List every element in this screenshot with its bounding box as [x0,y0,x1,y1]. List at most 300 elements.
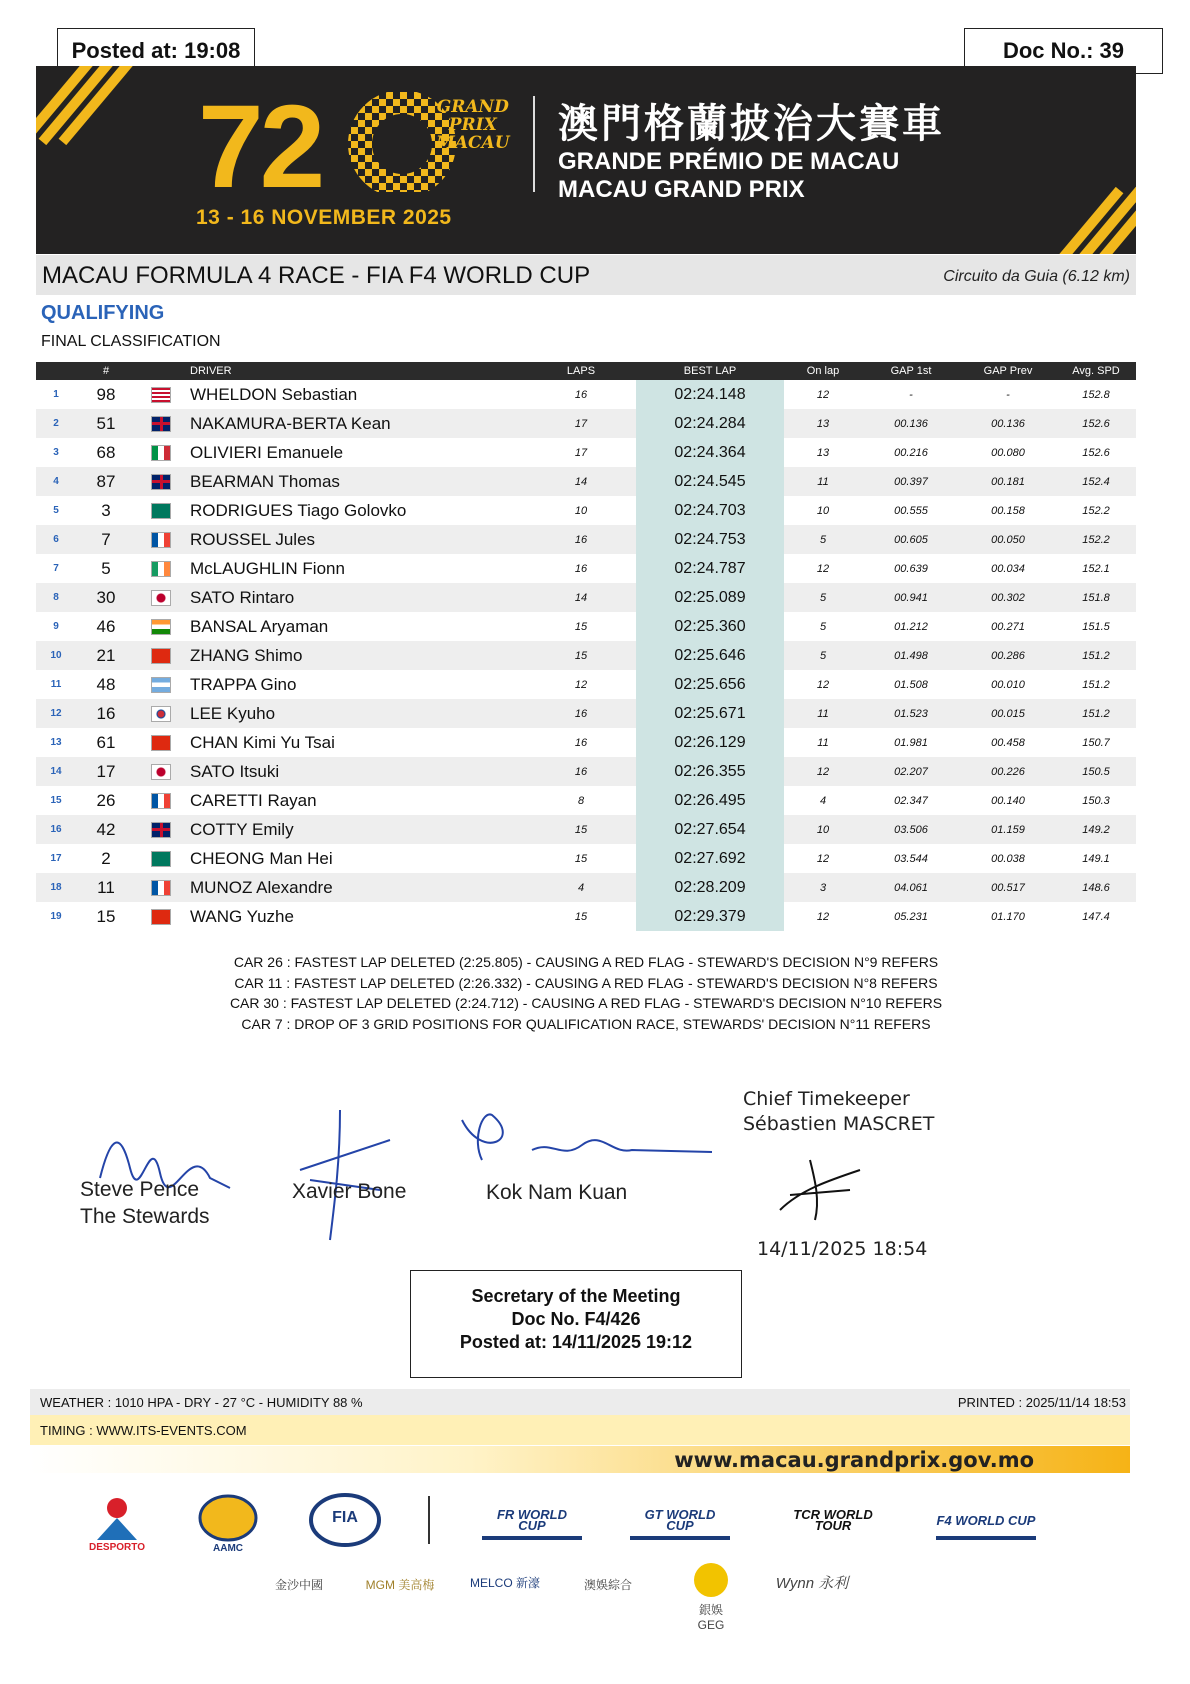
row-gap-prev: 01.159 [960,815,1056,844]
table-row [36,873,1136,902]
row-laps: 16 [574,388,588,401]
banner-gp-line: GRAND [436,97,509,117]
row-laps: 10 [574,504,588,517]
website-bar [30,1446,1130,1473]
row-avg-speed: 148.6 [1056,873,1136,902]
header-number: # [76,362,136,380]
kr-flag-icon [151,706,171,722]
row-laps: 16 [574,736,588,749]
signature-steward3-icon [452,1100,722,1180]
ie-flag-icon [151,561,171,577]
row-flag [136,815,186,844]
row-position: 8 [36,583,76,612]
row-on-lap: 12 [816,562,830,575]
row-car-number: 51 [76,409,136,438]
us-flag-icon [151,387,171,403]
row-on-lap: 12 [816,910,830,923]
note-line: CAR 11 : FASTEST LAP DELETED (2:26.332) - CAUSING A RED FLAG - STEWARD'S DECISION N°8 REFERS [234,974,938,991]
timekeeper-title: Chief Timekeeper [743,1088,910,1110]
row-gap-1st: 00.397 [862,467,960,496]
steward3-name: Kok Nam Kuan [486,1181,628,1204]
table-row [36,699,1136,728]
row-avg-speed: 149.2 [1056,815,1136,844]
row-driver: BEARMAN Thomas [186,467,526,496]
row-gap-1st: 00.555 [894,504,928,517]
secretary-posted: Posted at: 14/11/2025 19:12 [459,1332,693,1352]
row-flag [136,902,186,931]
note-line: CAR 30 : FASTEST LAP DELETED (2:24.712) - CAUSING A RED FLAG - STEWARD'S DECISION N°10 REFERS [229,995,943,1011]
sponsor-geg-label: 銀娛 GEG [697,1603,725,1632]
fr-label: FR WORLD CUP [496,1507,568,1533]
row-gap-prev: 00.158 [991,504,1025,517]
row-avg-speed: 152.2 [1082,504,1110,517]
row-gap-prev: 00.226 [960,757,1056,786]
row-car-number: 98 [96,384,116,404]
results-table [36,362,1136,931]
row-driver: CARETTI Rayan [190,790,317,810]
row-car-number: 17 [76,757,136,786]
table-row [36,467,1136,496]
row-best-lap: 02:25.646 [636,641,784,670]
hk-flag-icon [151,735,171,751]
event-title-bar [36,255,1136,295]
row-driver: CHAN Kimi Yu Tsai [190,732,335,752]
row-gap-1st: 02.207 [862,757,960,786]
row-position: 16 [36,815,76,844]
row-driver: ZHANG Shimo [186,641,526,670]
row-gap-1st: 00.639 [894,562,928,575]
row-gap-1st: 00.941 [862,583,960,612]
row-flag [136,641,186,670]
banner-divider [533,96,535,192]
table-row [36,757,1136,786]
row-gap-1st: 04.061 [862,873,960,902]
row-flag [136,786,186,815]
weather-info: WEATHER : 1010 HPA - DRY - 27 °C - HUMIDITY 88 % [40,1395,363,1410]
sponsor-geg-logo [686,1562,736,1632]
aamc-emblem-icon [198,1493,258,1543]
row-car-number: 68 [96,442,116,462]
banner-title-chinese: 澳門格蘭披治大賽車 [558,101,945,147]
row-laps: 15 [574,852,588,865]
f4-underline [936,1536,1036,1540]
secretary-box [410,1270,742,1378]
row-driver: RODRIGUES Tiago Golovko [190,500,407,520]
row-position: 13 [50,737,62,748]
row-avg-speed: 149.1 [1082,852,1110,865]
row-gap-1st: 01.508 [894,678,928,691]
row-avg-speed: 151.2 [1056,641,1136,670]
row-on-lap: 12 [816,852,830,865]
table-row [36,641,1136,670]
banner-gp-line: PRIX [448,115,497,135]
row-avg-speed: 150.7 [1082,736,1110,749]
row-position: 10 [36,641,76,670]
row-laps: 4 [526,873,636,902]
event-banner [36,66,1136,254]
row-flag [136,844,186,873]
table-row [36,496,1136,525]
it-flag-icon [151,445,171,461]
f4-world-cup-logo [936,1500,1036,1540]
row-flag [136,728,186,757]
table-row [36,409,1136,438]
tcr-label: TCR WORLD TOUR [793,1507,873,1533]
ar-flag-icon [151,677,171,693]
fia-logo [308,1492,382,1548]
row-car-number: 61 [96,732,116,752]
steward2-name: Xavier Bone [292,1180,407,1203]
row-on-lap: 10 [784,815,862,844]
row-on-lap: 10 [816,504,830,517]
row-gap-prev: 00.181 [960,467,1056,496]
row-avg-speed: 151.8 [1056,583,1136,612]
header-best-lap: BEST LAP [636,362,784,380]
row-best-lap: 02:24.703 [636,496,784,525]
row-gap-prev: 00.517 [960,873,1056,902]
row-position: 2 [36,409,76,438]
header-gap-1st: GAP 1st [862,362,960,380]
steward-notes [36,952,1136,1034]
fr-flag-icon [151,880,171,896]
row-gap-1st: 03.506 [862,815,960,844]
event-title: MACAU FORMULA 4 RACE - FIA F4 WORLD CUP [42,262,591,289]
row-flag [136,670,186,699]
row-avg-speed: 152.4 [1056,467,1136,496]
header-flag [136,362,186,380]
row-car-number: 16 [76,699,136,728]
note-line: CAR 26 : FASTEST LAP DELETED (2:25.805) - CAUSING A RED FLAG - STEWARD'S DECISION N°9 REFERS [233,954,939,970]
fia-label: FIA [332,1509,358,1526]
row-avg-speed: 147.4 [1082,910,1110,923]
row-position: 5 [53,505,59,516]
row-car-number: 42 [76,815,136,844]
banner-dates: 13 - 16 NOVEMBER 2025 [196,206,452,229]
row-gap-prev: 00.038 [991,852,1025,865]
row-laps: 15 [574,910,588,923]
row-car-number: 48 [96,674,116,694]
row-flag [136,583,186,612]
row-gap-1st: - [909,388,913,401]
table-row [36,670,1136,699]
row-on-lap: 5 [819,620,827,633]
row-best-lap: 02:24.753 [636,525,784,554]
row-flag [136,612,186,641]
row-driver: COTTY Emily [186,815,526,844]
header-pos [36,362,76,380]
row-avg-speed: 151.5 [1082,620,1110,633]
row-on-lap: 13 [816,446,830,459]
row-on-lap: 5 [784,525,862,554]
logo-divider [428,1496,430,1544]
row-flag [136,757,186,786]
mo-flag-icon [151,503,171,519]
row-best-lap: 02:25.656 [636,670,784,699]
row-car-number: 11 [76,873,136,902]
row-position: 17 [50,853,62,864]
in-flag-icon [151,619,171,635]
row-gap-1st: 02.347 [894,794,928,807]
row-position: 7 [53,563,59,574]
row-gap-prev: 00.010 [991,678,1025,691]
row-car-number: 15 [96,906,116,926]
secretary-doc: Doc No. F4/426 [511,1309,641,1329]
table-row [36,612,1136,641]
row-flag [136,496,186,525]
row-gap-prev: 01.170 [991,910,1025,923]
table-row [36,525,1136,554]
row-position: 19 [50,911,62,922]
row-best-lap: 02:24.148 [636,380,784,409]
signature-steward2-icon [280,1100,410,1250]
row-gap-prev: 00.050 [960,525,1056,554]
row-gap-1st: 03.544 [894,852,928,865]
row-gap-prev: 00.140 [991,794,1025,807]
row-position: 15 [50,795,62,806]
signature-timekeeper-icon [770,1150,870,1230]
row-car-number: 5 [101,558,111,578]
row-laps: 16 [526,525,636,554]
row-best-lap: 02:29.379 [636,902,784,931]
row-driver: MUNOZ Alexandre [186,873,526,902]
row-driver: WHELDON Sebastian [190,384,358,404]
row-avg-speed: 151.2 [1082,678,1110,691]
row-best-lap: 02:24.545 [636,467,784,496]
aamc-logo [196,1488,260,1558]
row-avg-speed: 150.5 [1056,757,1136,786]
row-car-number: 2 [101,848,111,868]
gb-flag-icon [151,822,171,838]
jp-flag-icon [151,764,171,780]
fr-flag-icon [151,793,171,809]
row-best-lap: 02:24.284 [636,409,784,438]
row-on-lap: 11 [784,467,862,496]
row-on-lap: 4 [819,794,827,807]
row-laps: 17 [574,446,588,459]
sponsor-wynn-logo: Wynn 永利 [775,1575,849,1592]
doc-number-box: Doc No.: 39 [964,28,1163,74]
cn-flag-icon [151,909,171,925]
table-row [36,438,1136,467]
row-on-lap: 3 [784,873,862,902]
table-row [36,583,1136,612]
desporto-emblem-icon [92,1496,142,1542]
header-on-lap: On lap [784,362,862,380]
header-driver: DRIVER [186,362,526,380]
row-gap-prev: 00.136 [960,409,1056,438]
row-laps: 16 [526,757,636,786]
row-gap-prev: 00.034 [991,562,1025,575]
row-driver: CHEONG Man Hei [190,848,333,868]
timekeeper-date: 14/11/2025 18:54 [757,1238,928,1260]
row-position: 9 [53,621,59,632]
row-flag [136,699,186,728]
row-laps: 15 [526,815,636,844]
hk-flag-icon [151,648,171,664]
row-driver: OLIVIERI Emanuele [190,442,344,462]
row-flag [136,409,186,438]
row-best-lap: 02:27.654 [636,815,784,844]
row-on-lap: 5 [784,641,862,670]
posted-time-box: Posted at: 19:08 [57,28,255,74]
row-gap-prev: 00.271 [991,620,1025,633]
row-driver: WANG Yuzhe [190,906,294,926]
table-row [36,554,1136,583]
banner-title-english: MACAU GRAND PRIX [558,176,805,203]
row-best-lap: 02:26.355 [636,757,784,786]
sponsor-mgm-logo: MGM 美高梅 [365,1578,435,1592]
row-laps: 17 [526,409,636,438]
row-laps: 14 [526,467,636,496]
row-avg-speed: 151.2 [1056,699,1136,728]
table-row [36,844,1136,873]
row-gap-1st: 01.498 [862,641,960,670]
row-laps: 16 [574,562,588,575]
desporto-label: DESPORTO [89,1541,145,1553]
row-car-number: 7 [76,525,136,554]
row-driver: McLAUGHLIN Fionn [190,558,345,578]
row-gap-prev: 00.286 [960,641,1056,670]
row-on-lap: 12 [816,388,830,401]
row-position: 3 [53,447,59,458]
row-avg-speed: 152.6 [1082,446,1110,459]
mo-flag-icon [151,851,171,867]
row-best-lap: 02:25.360 [636,612,784,641]
row-best-lap: 02:25.671 [636,699,784,728]
table-row [36,786,1136,815]
row-position: 1 [53,389,59,400]
gt-underline [630,1536,730,1540]
row-best-lap: 02:24.787 [636,554,784,583]
row-gap-prev: 00.080 [991,446,1025,459]
row-gap-prev: 00.015 [960,699,1056,728]
row-position: 12 [36,699,76,728]
row-position: 11 [50,679,62,690]
row-position: 4 [36,467,76,496]
row-flag [136,873,186,902]
row-car-number: 3 [101,500,111,520]
row-car-number: 30 [76,583,136,612]
timing-link[interactable]: TIMING : WWW.ITS-EVENTS.COM [40,1423,247,1438]
row-driver: LEE Kyuho [186,699,526,728]
row-laps: 15 [574,620,588,633]
row-avg-speed: 150.3 [1082,794,1110,807]
banner-title-portuguese: GRANDE PRÉMIO DE MACAU [558,148,900,175]
row-driver: SATO Itsuki [186,757,526,786]
desporto-logo [82,1484,152,1564]
row-gap-prev: - [1006,388,1010,401]
row-gap-1st: 00.216 [894,446,928,459]
fr-world-cup-logo [482,1500,582,1540]
secretary-title: Secretary of the Meeting [471,1286,681,1306]
timekeeper-name: Sébastien MASCRET [743,1113,935,1135]
row-laps: 14 [526,583,636,612]
row-gap-prev: 00.458 [991,736,1025,749]
table-row [36,728,1136,757]
sponsor-sjm-logo: 澳娛綜合 [583,1578,632,1592]
row-gap-1st: 00.605 [862,525,960,554]
tcr-world-tour-logo [778,1500,888,1540]
row-gap-1st: 01.523 [862,699,960,728]
row-on-lap: 11 [784,699,862,728]
row-laps: 8 [577,794,585,807]
row-on-lap: 5 [784,583,862,612]
row-car-number: 46 [96,616,116,636]
gt-label: GT WORLD CUP [644,1507,716,1533]
sponsor-melco-logo: MELCO 新濠 [469,1576,540,1590]
row-on-lap: 13 [784,409,862,438]
row-position: 6 [36,525,76,554]
row-best-lap: 02:28.209 [636,873,784,902]
f4-label: F4 WORLD CUP [936,1512,1036,1528]
row-driver: TRAPPA Gino [190,674,297,694]
row-car-number: 87 [76,467,136,496]
gt-world-cup-logo [630,1500,730,1540]
row-best-lap: 02:25.089 [636,583,784,612]
aamc-label: AAMC [213,1542,243,1554]
event-circuit: Circuito da Guia (6.12 km) [943,268,1130,285]
row-gap-1st: 01.212 [894,620,928,633]
row-driver: NAKAMURA-BERTA Kean [186,409,526,438]
table-row [36,902,1136,931]
row-avg-speed: 152.8 [1082,388,1110,401]
row-laps: 15 [526,641,636,670]
row-flag [136,380,186,409]
weather-bar [30,1389,1130,1415]
header-avg-spd: Avg. SPD [1056,362,1136,380]
row-on-lap: 12 [784,757,862,786]
session-title: QUALIFYING [41,302,165,324]
fr-underline [482,1536,582,1540]
row-driver: SATO Rintaro [186,583,526,612]
row-flag [136,467,186,496]
row-best-lap: 02:24.364 [636,438,784,467]
row-avg-speed: 152.1 [1082,562,1110,575]
row-gap-1st: 05.231 [894,910,928,923]
stewards-label: The Stewards [80,1205,210,1228]
banner-gp-line: MACAU [436,133,510,153]
row-flag [136,554,186,583]
printed-time: PRINTED : 2025/11/14 18:53 [957,1395,1126,1410]
row-on-lap: 11 [817,736,829,749]
row-laps: 16 [526,699,636,728]
banner-grand-prix-logo [436,98,510,152]
row-avg-speed: 152.6 [1056,409,1136,438]
fr-flag-icon [151,532,171,548]
row-best-lap: 02:26.495 [636,786,784,815]
jp-flag-icon [151,590,171,606]
row-best-lap: 02:27.692 [636,844,784,873]
table-header-row [36,362,1136,380]
header-gap-prev: GAP Prev [960,362,1056,380]
row-avg-speed: 152.2 [1056,525,1136,554]
row-driver: ROUSSEL Jules [186,525,526,554]
table-row [36,380,1136,409]
table-row [36,815,1136,844]
gb-flag-icon [151,474,171,490]
row-car-number: 26 [96,790,116,810]
row-best-lap: 02:26.129 [636,728,784,757]
geg-emblem-icon [690,1562,732,1598]
row-laps: 12 [574,678,588,691]
session-subtitle: FINAL CLASSIFICATION [41,333,221,350]
row-car-number: 21 [76,641,136,670]
timing-bar [30,1415,1130,1445]
row-position: 18 [36,873,76,902]
website-link[interactable]: www.macau.grandprix.gov.mo [674,1448,1034,1472]
steward1-name: Steve Pence [80,1178,200,1201]
row-gap-1st: 01.981 [894,736,928,749]
